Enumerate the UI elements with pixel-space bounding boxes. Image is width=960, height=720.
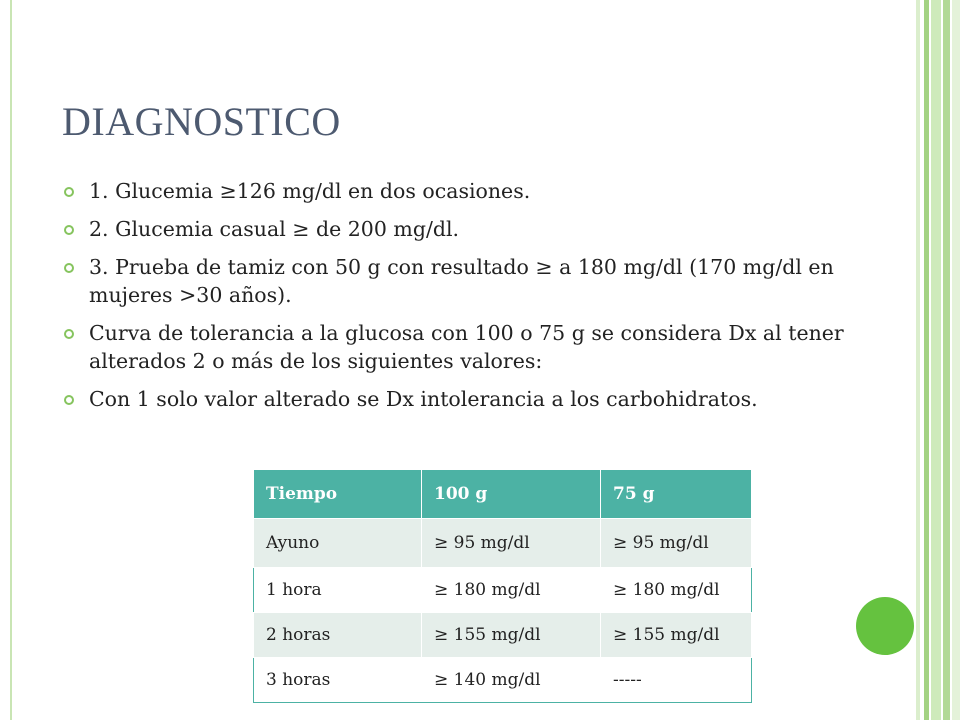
column-header-tiempo: Tiempo — [254, 470, 422, 519]
table-row — [254, 658, 752, 703]
bullet-item — [62, 253, 852, 309]
bullet-item — [62, 215, 852, 243]
bullet-text: Curva de tolerancia a la glucosa con 100 o 75 g se considera Dx al tener alterados 2 o más de los siguientes valores: — [89, 321, 844, 373]
left-border-line — [10, 0, 12, 720]
bullet-ring-icon — [64, 225, 74, 235]
bullet-text: Con 1 solo valor alterado se Dx intolerancia a los carbohidratos. — [89, 387, 758, 411]
table-cell: 2 horas — [254, 613, 422, 658]
table-cell: ≥ 95 mg/dl — [422, 519, 601, 568]
column-header-100g: 100 g — [422, 470, 601, 519]
bullet-text: 3. Prueba de tamiz con 50 g con resultado ≥ a 180 mg/dl (170 mg/dl en mujeres >30 años). — [89, 255, 834, 307]
table-cell: Ayuno — [254, 519, 422, 568]
bullet-item — [62, 385, 852, 413]
bullet-ring-icon — [64, 395, 74, 405]
bullet-ring-icon — [64, 187, 74, 197]
table-cell: ≥ 140 mg/dl — [422, 658, 601, 703]
bullet-item — [62, 177, 852, 205]
bullet-text: 1. Glucemia ≥126 mg/dl en dos ocasiones. — [89, 179, 531, 203]
bullet-item — [62, 319, 852, 375]
right-decorative-stripes — [916, 0, 960, 720]
green-circle-decoration — [856, 597, 914, 655]
bullet-ring-icon — [64, 329, 74, 339]
table-cell: 3 horas — [254, 658, 422, 703]
table-cell: ≥ 180 mg/dl — [601, 568, 752, 613]
glucose-values-table — [253, 469, 752, 703]
table-row — [254, 568, 752, 613]
table-cell: 1 hora — [254, 568, 422, 613]
table-row — [254, 613, 752, 658]
column-header-75g: 75 g — [601, 470, 752, 519]
bullet-text: 2. Glucemia casual ≥ de 200 mg/dl. — [89, 217, 460, 241]
table-cell: ----- — [601, 658, 752, 703]
table-cell: ≥ 155 mg/dl — [601, 613, 752, 658]
table-header-row — [254, 470, 752, 519]
table-cell: ≥ 95 mg/dl — [601, 519, 752, 568]
bullet-ring-icon — [64, 263, 74, 273]
bullet-list — [62, 177, 852, 423]
table-cell: ≥ 155 mg/dl — [422, 613, 601, 658]
slide-title: DIAGNOSTICO — [62, 99, 341, 144]
table-cell: ≥ 180 mg/dl — [422, 568, 601, 613]
table-row — [254, 519, 752, 568]
